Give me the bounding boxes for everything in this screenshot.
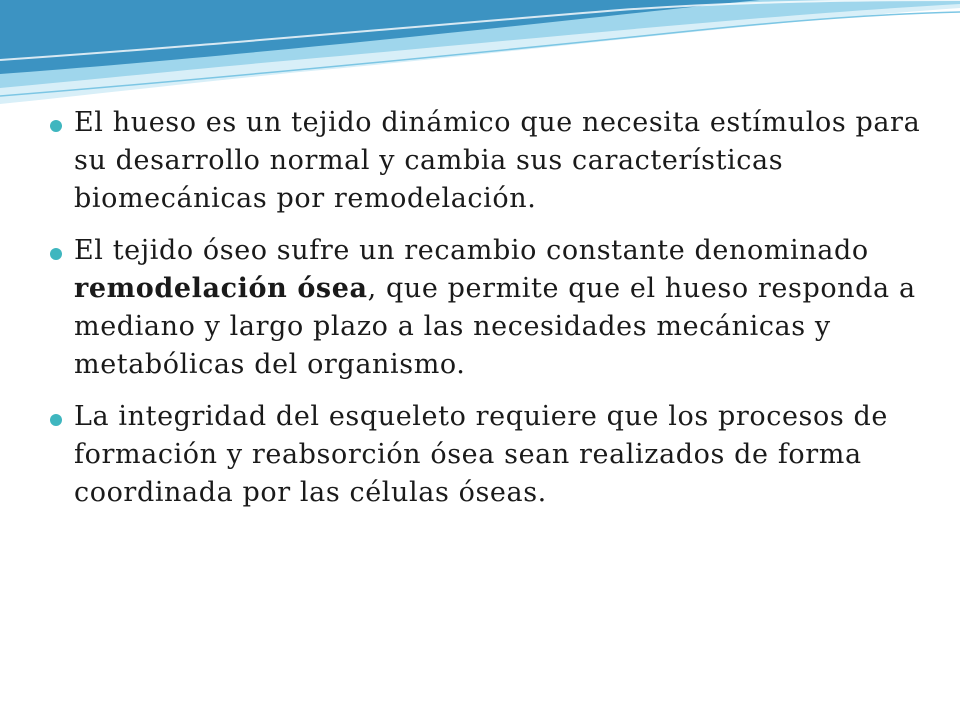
bullet-text: El hueso es un tejido dinámico que necesita estímulos para su desarrollo normal y cambia sus características biomecánicas por remodelación. [74,107,921,214]
bullet-list [44,104,924,526]
bullet-text-part: , que permite que el hueso responda a mediano y largo plazo a las necesidades mecánicas y metabólicas del organismo. [74,273,916,380]
header-wave-decoration [0,0,960,110]
bullet-item-1 [44,104,924,218]
bullet-dot-icon [50,248,62,260]
bullet-text: La integridad del esqueleto requiere que los procesos de formación y reabsorción ósea sean realizados de forma coordinada por las células óseas. [74,401,888,508]
bullet-item-2 [44,232,924,384]
bullet-item-3 [44,398,924,512]
bullet-dot-icon [50,414,62,426]
bullet-dot-icon [50,120,62,132]
bullet-text-part: El tejido óseo sufre un recambio constante denominado [74,235,869,266]
bullet-emphasis: remodelación ósea [74,273,368,304]
